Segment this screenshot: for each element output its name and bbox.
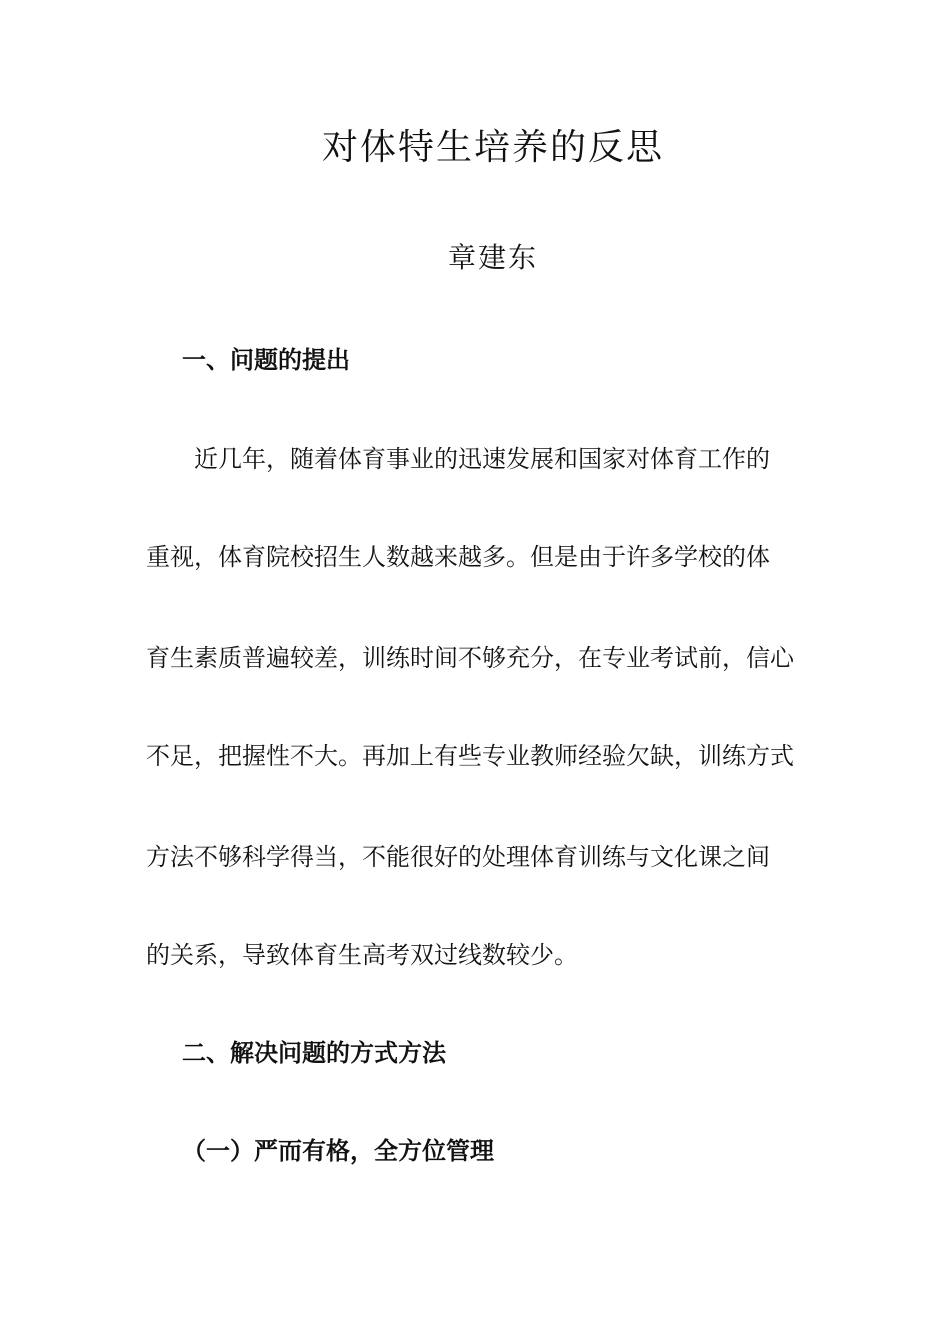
author-name: 章建东 [447,241,538,274]
paragraph-line: 近几年，随着体育事业的迅速发展和国家对体育工作的 [194,445,770,473]
paragraph-line: 方法不够科学得当，不能很好的处理体育训练与文化课之间 [146,843,770,871]
paragraph-line: 不足，把握性不大。再加上有些专业教师经验欠缺，训练方式 [146,742,794,770]
paragraph-line: 的关系，导致体育生高考双过线数较少。 [146,941,578,969]
subsection-heading: （一）严而有格，全方位管理 [182,1137,494,1165]
section-heading-1: 一、问题的提出 [182,346,350,374]
document-title: 对体特生培养的反思 [321,127,664,168]
paragraph-line: 重视，体育院校招生人数越来越多。但是由于许多学校的体 [146,543,770,571]
section-heading-2: 二、解决问题的方式方法 [182,1039,446,1067]
paragraph-line: 育生素质普遍较差，训练时间不够充分，在专业考试前，信心 [146,644,794,672]
